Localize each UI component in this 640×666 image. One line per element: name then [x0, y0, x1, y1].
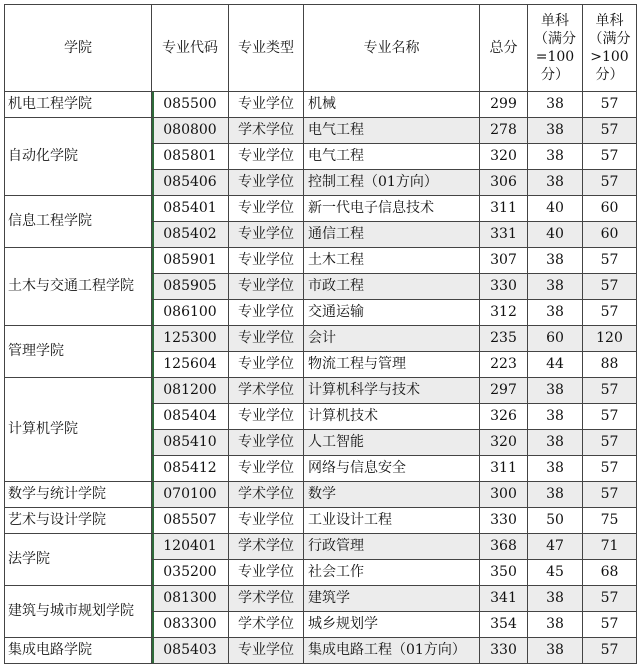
single-100-cell: 38: [528, 274, 583, 300]
code-cell: 085406: [152, 170, 229, 196]
table-row: [5, 248, 637, 274]
college-cell: 计算机学院: [5, 378, 152, 482]
type-cell: 专业学位: [229, 508, 304, 534]
single-over-100-cell: 57: [583, 248, 637, 274]
single-over-100-cell: 57: [583, 378, 637, 404]
code-cell: 085901: [152, 248, 229, 274]
code-cell: 085412: [152, 456, 229, 482]
single-100-cell: 38: [528, 144, 583, 170]
name-cell: 机械: [304, 92, 480, 118]
single-100-cell: 50: [528, 508, 583, 534]
total-cell: 299: [480, 92, 528, 118]
single-100-cell: 44: [528, 352, 583, 378]
score-table: [4, 4, 637, 664]
code-cell: 081200: [152, 378, 229, 404]
college-cell: 法学院: [5, 534, 152, 586]
total-cell: 341: [480, 586, 528, 612]
single-over-100-cell: 57: [583, 144, 637, 170]
single-100-cell: 47: [528, 534, 583, 560]
type-cell: 专业学位: [229, 326, 304, 352]
single-100-cell: 60: [528, 326, 583, 352]
total-cell: 311: [480, 196, 528, 222]
header-single-over-100: 单科（满分>100分）: [583, 5, 637, 92]
single-over-100-cell: 60: [583, 222, 637, 248]
table-row: [5, 196, 637, 222]
single-100-cell: 38: [528, 170, 583, 196]
single-over-100-cell: 60: [583, 196, 637, 222]
single-over-100-cell: 88: [583, 352, 637, 378]
header-type: 专业类型: [229, 5, 304, 92]
type-cell: 学术学位: [229, 586, 304, 612]
name-cell: 物流工程与管理: [304, 352, 480, 378]
header-single-100: 单科（满分=100分）: [528, 5, 583, 92]
single-over-100-cell: 57: [583, 482, 637, 508]
single-100-cell: 38: [528, 404, 583, 430]
single-100-cell: 45: [528, 560, 583, 586]
college-cell: 艺术与设计学院: [5, 508, 152, 534]
table-row: [5, 508, 637, 534]
college-cell: 土木与交通工程学院: [5, 248, 152, 326]
type-cell: 专业学位: [229, 144, 304, 170]
table-row: [5, 92, 637, 118]
name-cell: 集成电路工程（01方向）: [304, 638, 480, 664]
name-cell: 行政管理: [304, 534, 480, 560]
college-cell: 管理学院: [5, 326, 152, 378]
type-cell: 专业学位: [229, 170, 304, 196]
total-cell: 331: [480, 222, 528, 248]
single-over-100-cell: 120: [583, 326, 637, 352]
total-cell: 306: [480, 170, 528, 196]
single-over-100-cell: 57: [583, 612, 637, 638]
code-cell: 085801: [152, 144, 229, 170]
type-cell: 专业学位: [229, 92, 304, 118]
single-100-cell: 38: [528, 378, 583, 404]
single-over-100-cell: 57: [583, 118, 637, 144]
type-cell: 学术学位: [229, 612, 304, 638]
type-cell: 学术学位: [229, 378, 304, 404]
code-cell: 085507: [152, 508, 229, 534]
table-row: [5, 586, 637, 612]
total-cell: 223: [480, 352, 528, 378]
name-cell: 电气工程: [304, 144, 480, 170]
code-cell: 035200: [152, 560, 229, 586]
college-cell: 机电工程学院: [5, 92, 152, 118]
table-row: [5, 118, 637, 144]
single-100-cell: 38: [528, 118, 583, 144]
table-body: [5, 92, 637, 664]
college-cell: 集成电路学院: [5, 638, 152, 664]
total-cell: 330: [480, 274, 528, 300]
single-over-100-cell: 57: [583, 456, 637, 482]
name-cell: 工业设计工程: [304, 508, 480, 534]
total-cell: 297: [480, 378, 528, 404]
college-cell: 自动化学院: [5, 118, 152, 196]
type-cell: 专业学位: [229, 300, 304, 326]
type-cell: 专业学位: [229, 222, 304, 248]
type-cell: 专业学位: [229, 196, 304, 222]
total-cell: 320: [480, 144, 528, 170]
name-cell: 网络与信息安全: [304, 456, 480, 482]
single-over-100-cell: 68: [583, 560, 637, 586]
total-cell: 368: [480, 534, 528, 560]
total-cell: 320: [480, 430, 528, 456]
total-cell: 350: [480, 560, 528, 586]
code-cell: 070100: [152, 482, 229, 508]
single-100-cell: 40: [528, 196, 583, 222]
total-cell: 326: [480, 404, 528, 430]
single-100-cell: 38: [528, 248, 583, 274]
total-cell: 330: [480, 508, 528, 534]
name-cell: 计算机科学与技术: [304, 378, 480, 404]
type-cell: 专业学位: [229, 352, 304, 378]
table-row: [5, 534, 637, 560]
type-cell: 专业学位: [229, 456, 304, 482]
type-cell: 学术学位: [229, 482, 304, 508]
type-cell: 专业学位: [229, 404, 304, 430]
single-over-100-cell: 57: [583, 92, 637, 118]
single-100-cell: 38: [528, 300, 583, 326]
single-100-cell: 38: [528, 638, 583, 664]
code-cell: 085402: [152, 222, 229, 248]
name-cell: 新一代电子信息技术: [304, 196, 480, 222]
code-cell: 086100: [152, 300, 229, 326]
code-cell: 081300: [152, 586, 229, 612]
name-cell: 通信工程: [304, 222, 480, 248]
table-row: [5, 482, 637, 508]
name-cell: 电气工程: [304, 118, 480, 144]
name-cell: 控制工程（01方向）: [304, 170, 480, 196]
name-cell: 数学: [304, 482, 480, 508]
name-cell: 社会工作: [304, 560, 480, 586]
header-total: 总分: [480, 5, 528, 92]
single-100-cell: 38: [528, 92, 583, 118]
single-over-100-cell: 57: [583, 586, 637, 612]
code-cell: 085404: [152, 404, 229, 430]
code-cell: 085403: [152, 638, 229, 664]
total-cell: 307: [480, 248, 528, 274]
total-cell: 278: [480, 118, 528, 144]
college-cell: 信息工程学院: [5, 196, 152, 248]
type-cell: 学术学位: [229, 118, 304, 144]
name-cell: 城乡规划学: [304, 612, 480, 638]
college-cell: 建筑与城市规划学院: [5, 586, 152, 638]
single-over-100-cell: 57: [583, 170, 637, 196]
header-name: 专业名称: [304, 5, 480, 92]
header-row: [5, 5, 637, 92]
code-cell: 125604: [152, 352, 229, 378]
type-cell: 专业学位: [229, 638, 304, 664]
type-cell: 专业学位: [229, 248, 304, 274]
type-cell: 专业学位: [229, 560, 304, 586]
code-cell: 085410: [152, 430, 229, 456]
total-cell: 312: [480, 300, 528, 326]
header-code: 专业代码: [152, 5, 229, 92]
code-cell: 085401: [152, 196, 229, 222]
single-100-cell: 38: [528, 586, 583, 612]
total-cell: 330: [480, 638, 528, 664]
name-cell: 交通运输: [304, 300, 480, 326]
total-cell: 311: [480, 456, 528, 482]
single-over-100-cell: 71: [583, 534, 637, 560]
code-cell: 083300: [152, 612, 229, 638]
table-row: [5, 638, 637, 664]
single-over-100-cell: 57: [583, 404, 637, 430]
table-row: [5, 326, 637, 352]
total-cell: 235: [480, 326, 528, 352]
single-100-cell: 38: [528, 430, 583, 456]
code-cell: 080800: [152, 118, 229, 144]
total-cell: 354: [480, 612, 528, 638]
name-cell: 土木工程: [304, 248, 480, 274]
name-cell: 市政工程: [304, 274, 480, 300]
table-row: [5, 378, 637, 404]
single-100-cell: 38: [528, 612, 583, 638]
total-cell: 300: [480, 482, 528, 508]
score-table-container: [4, 4, 637, 664]
name-cell: 建筑学: [304, 586, 480, 612]
single-over-100-cell: 75: [583, 508, 637, 534]
single-over-100-cell: 57: [583, 430, 637, 456]
code-cell: 085905: [152, 274, 229, 300]
name-cell: 会计: [304, 326, 480, 352]
college-cell: 数学与统计学院: [5, 482, 152, 508]
code-cell: 120401: [152, 534, 229, 560]
type-cell: 学术学位: [229, 534, 304, 560]
single-100-cell: 38: [528, 482, 583, 508]
single-over-100-cell: 57: [583, 300, 637, 326]
single-over-100-cell: 57: [583, 638, 637, 664]
type-cell: 专业学位: [229, 430, 304, 456]
code-cell: 085500: [152, 92, 229, 118]
code-cell: 125300: [152, 326, 229, 352]
name-cell: 人工智能: [304, 430, 480, 456]
single-100-cell: 40: [528, 222, 583, 248]
name-cell: 计算机技术: [304, 404, 480, 430]
type-cell: 专业学位: [229, 274, 304, 300]
single-over-100-cell: 57: [583, 274, 637, 300]
header-college: 学院: [5, 5, 152, 92]
single-100-cell: 38: [528, 456, 583, 482]
table-header: [5, 5, 637, 92]
